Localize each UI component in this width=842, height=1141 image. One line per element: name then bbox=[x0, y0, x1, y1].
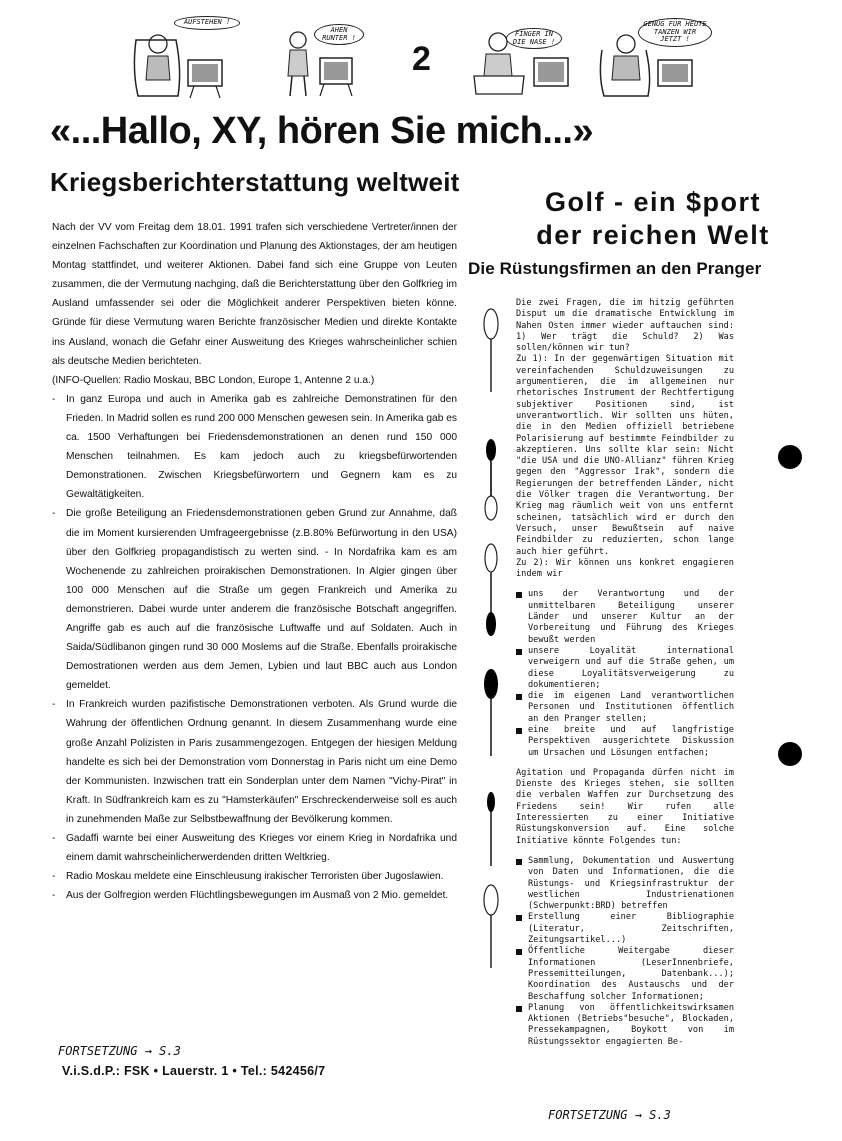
standing-viewer-drawing bbox=[258, 10, 378, 100]
left-article-intro: Nach der VV vom Freitag dem 18.01. 1991 trafen sich verschiedene Vertreter/innen der einzelnen Fachschaften zur Koordination und Planung des Aktionstages, der am heutigen Montag stattfindet, und weiterer Aktionen. Dabei fand sich eine Gruppe von Leuten zusammen, die der Vermutung nachging, daß die Berichterstattung über den Golfkrieg im Ausland umfassender sei oder die Möglichkeit anderer Perspektiven bieten könne. Gründe für diese Vermutung waren Berichte französischer Medien und direkte Kontakte ins Ausland, wonach die Gefahr einer Ausweitung des Krieges wahrscheinlicher schien als deutsche Medien berichteten. bbox=[52, 222, 457, 367]
speech-bubble: FINGER IN DIE NASE ! bbox=[506, 28, 562, 49]
left-article-bullet: - In ganz Europa und auch in Amerika gab es zahlreiche Demonstratinen für den Frieden. In Madrid sollen es rund 200 000 Menschen gewesen sein. In Amerika gab es ca. 1500 Verhaftungen bei Friedensdemonstrationen an denen rund 150 000 Menschen teilnahmen. Es kam jedoch auch zu kriegsbefürwortenden Demonstrationen. Zwischen Kriegsbefürwortern und Gegnern kam es zu Gewaltätigkeiten. bbox=[52, 390, 457, 505]
left-article-bullet: - Die große Beteiligung an Friedensdemonstrationen geben Grund zur Annahme, daß die im Moment kursierenden Umfrageergebnisse (z.B.80% Befürwortung in den USA) über den Golfkrieg propagandistisch zu werten sind. - In Nordafrika kam es am Wochenende zu zahlreichen proirakischen Demonstrationen. In Algier gingen über 100 000 Menschen auf die Straße um gegen Frankreich und Amerika zu demonstrieren. Dabei wurde unter anderem die französische Botschaft angegriffen. Angriffe gab es auch auf die französische Luftwaffe und auf Soldaten. Auch in Saida/Südlibanon gingen rund 30 000 Moslems auf die Straße. Ebenfalls proirakische Demostrationen werden aus dem Jemen, Lybien und laut BBC auch aus London gemeldet. bbox=[52, 504, 457, 695]
right-article-para: Zu 1): In der gegenwärtigen Situation mit vereinfachenden Schuldzuweisungen zu argumentieren, die im allgemeinen nur rhetorisches Instrument der Rechtfertigung subjektiver Positionen sind, ist unverantwortlich. Wir sollten uns hüten, die in den Medien offiziell betriebene Polarisierung auf bestimmte Feindbilder zu akzeptieren. Uns sollte klar sein: Nicht "die USA und die UNO-Allianz" führen Krieg gegen den "Aggressor Irak", sondern die Regierungen der betreffenden Länder, nicht die Völker tragen die Verantwortung. Der Krieg mag räumlich weit von uns entfernt scheinen, tatsächlich wird er durch den Versuch, unser Bewußtsein auf naive Feindbilder zu reduzierten, schon lange auch hier geführt. bbox=[516, 354, 734, 557]
spoon-icon bbox=[476, 882, 506, 972]
seated-viewer-drawing bbox=[464, 10, 584, 100]
right-article-list-item: Planung von öffentlichkeitswirksamen Aktionen (Betriebs"besuche", Blockaden, Pressekampagnen, Boykott von im Rüstungssektor engagierten Be- bbox=[516, 1003, 734, 1048]
left-article-body bbox=[52, 218, 457, 905]
main-headline: «...Hallo, XY, hören Sie mich...» bbox=[50, 110, 594, 152]
left-article-title: Kriegsberichterstattung weltweit bbox=[50, 167, 460, 197]
speech-bubble: GENUG FÜR HEUTE TANZEN WIR JETZT ! bbox=[638, 18, 712, 47]
speech-bubble: AHEN RUNTER ! bbox=[314, 24, 364, 45]
right-article-list-item: uns der Verantwortung und der unmittelbaren Beteiligung unserer Länder und unserer Kultur an der Vorbereitung und Führung des Krieges bewußt werden bbox=[516, 589, 734, 645]
right-article-list-item: Sammlung, Dokumentation und Auswertung von Daten und Informationen, die die Rüstungs- und Kriegsinfrastruktur der westlichen Industrienationen (Schwerpunkt:BRD) betreffen bbox=[516, 856, 734, 912]
left-article-bullet: - Aus der Golfregion werden Flüchtlingsbewegungen im Ausmaß von 2 Mio. gemeldet. bbox=[52, 886, 457, 905]
punch-hole bbox=[778, 445, 802, 469]
left-article-bullet: - In Frankreich wurden pazifistische Demonstrationen verboten. Als Grund wurde die Wahrung der öffentlichen Ordnung genannt. In diesem Zusammenhang wurde eine große Anzahl Polizisten in Paris zusammengezogen. Entgegen der hiesigen Meldung handelte es sich bei der Demonstration vom Donnerstag in Paris nicht um eine Demo der Kommunisten. Inzwischen tratt ein Sonderplan unter dem Namen "Vichy-Pirat" in Kraft. In Südfrankreich kam es zu "Hamsterkäufen" Erschreckenderweise soll es auch in zunehmenden Maße zur Selbstbewaffnung der Bevölkerung kommen. bbox=[52, 695, 457, 829]
speech-bubble: AUFSTEHEN ! bbox=[174, 16, 240, 30]
cartoon-tv-viewer-3 bbox=[464, 10, 584, 100]
spoon-icon bbox=[476, 540, 506, 640]
punch-hole bbox=[778, 742, 802, 766]
imprint: V.i.S.d.P.: FSK • Lauerstr. 1 • Tel.: 542456/7 bbox=[62, 1064, 326, 1078]
right-article-title bbox=[518, 186, 788, 252]
cartoon-tv-viewer-2 bbox=[258, 10, 378, 100]
right-article-title-line2: der reichen Welt bbox=[536, 220, 770, 250]
right-article-para: Die zwei Fragen, die im hitzig geführten Disput um die dramatische Entwicklung im Nahen Osten immer wieder auftauchen sind: 1) Wer trägt die Schuld? 2) Was sollen/können wir tun? bbox=[516, 298, 734, 354]
right-article-title-line1: Golf - ein $port bbox=[545, 187, 761, 217]
right-article-list-item: unsere Loyalität international verweigern und auf die Straße gehen, um diese Loyalitätsverweigerung zu dokumentieren; bbox=[516, 646, 734, 691]
right-article-list-item: Öffentliche Weitergabe dieser Informationen (LeserInnenbriefe, Pressemitteilungen, Datenbank...); Koordination des Austauschs und der Beschaffung solcher Informationen; bbox=[516, 946, 734, 1002]
right-article-subtitle: Die Rüstungsfirmen an den Pranger bbox=[468, 259, 762, 278]
cartoon-strip bbox=[0, 10, 842, 105]
left-article-sources: (INFO-Quellen: Radio Moskau, BBC London, Europe 1, Antenne 2 u.a.) bbox=[52, 374, 375, 386]
spoon-icon bbox=[476, 306, 506, 396]
left-article-bullet: - Gadaffi warnte bei einer Ausweitung des Krieges vor einem Krieg in Nordafrika und einem damit wahrscheinlicherwerdenden dritten Weltkrieg. bbox=[52, 829, 457, 867]
cartoon-tv-viewer-1 bbox=[128, 10, 248, 100]
spoon-icon bbox=[476, 436, 506, 526]
left-article-bullet: - Radio Moskau meldete eine Einschleusung irakischer Terroristen über Jugoslawien. bbox=[52, 867, 457, 886]
right-article-list-item: die im eigenen Land verantwortlichen Personen und Institutionen öffentlich an den Pranger stellen; bbox=[516, 691, 734, 725]
right-article-list-item: eine breite und auf langfristige Perspektiven ausgerichtete Diskussion um Ursachen und Lösungen entfachen; bbox=[516, 725, 734, 759]
continued-note-right: FORTSETZUNG → S.3 bbox=[548, 1108, 671, 1122]
continued-note-left: FORTSETZUNG → S.3 bbox=[58, 1044, 181, 1058]
page-number: 2 bbox=[412, 40, 431, 78]
right-article-body bbox=[516, 298, 734, 1048]
right-article-para: Agitation und Propaganda dürfen nicht im Dienste des Krieges stehen, sie sollten die verbalen Waffen zur Durchsetzung des Friedens sein! Wir rufen alle Interessierten zu einer Initiative Rüstungskonversion auf. Eine solche Initiative könnte Folgendes tun: bbox=[516, 767, 734, 846]
cartoon-tv-viewer-4 bbox=[596, 10, 716, 100]
spoon-icon bbox=[476, 790, 506, 870]
spoon-icon bbox=[476, 666, 506, 766]
right-article-para: Zu 2): Wir können uns konkret engagieren indem wir bbox=[516, 557, 734, 580]
right-article-list-item: Erstellung einer Bibliographie (Literatur, Zeitschriften, Zeitungsartikel...) bbox=[516, 912, 734, 946]
